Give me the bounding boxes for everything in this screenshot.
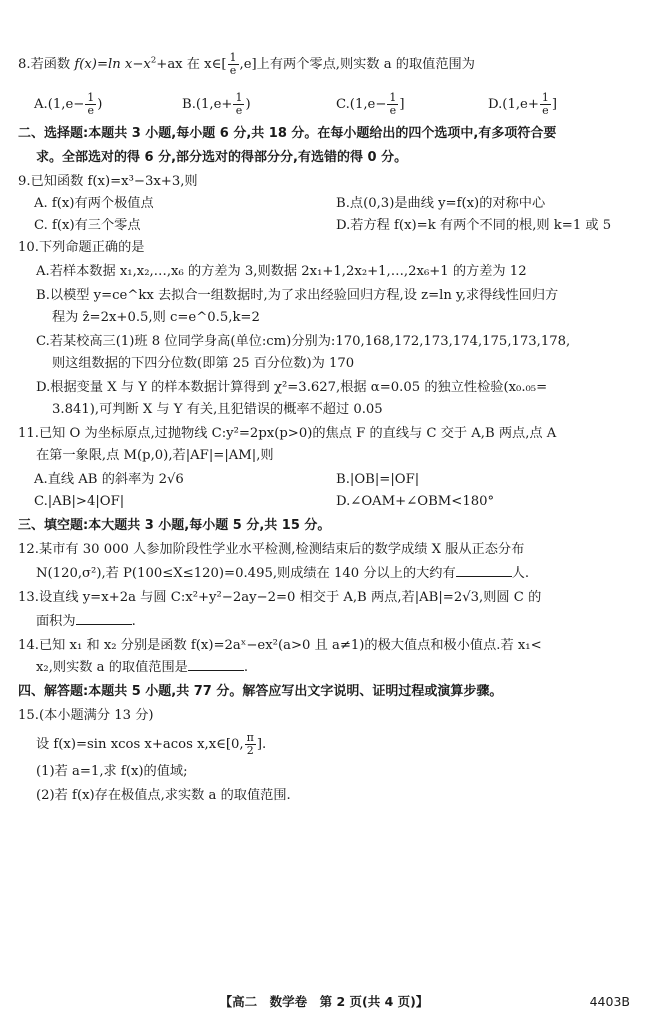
q11-option-a: A.直线 AB 的斜率为 2√6 bbox=[34, 472, 184, 487]
section-4-heading: 四、解答题:本题共 5 小题,共 77 分。解答应写出文字说明、证明过程或演算步骤。 bbox=[18, 684, 503, 699]
paper-code: 4403B bbox=[589, 994, 630, 1009]
q8-option-d: D.(1,e+ $\frac{1}{e}$ ] bbox=[488, 91, 558, 117]
q10-option-b-cont: 程为 ẑ=2x+0.5,则 c=e^0.5,k=2 bbox=[52, 310, 260, 325]
q12-stem: 12.某市有 30 000 人参加阶段性学业水平检测,检测结束后的数学成绩 X 服从正态分布 bbox=[18, 542, 525, 557]
q11-option-c: C.|AB|>4|OF| bbox=[34, 494, 125, 509]
section-3-heading: 三、填空题:本大题共 3 小题,每小题 5 分,共 15 分。 bbox=[18, 518, 331, 533]
q11-stem: 11.已知 O 为坐标原点,过抛物线 C:y²=2px(p>0)的焦点 F 的直线与 C 交于 A,B 两点,点 A bbox=[18, 426, 557, 441]
q10-option-d: D.根据变量 X 与 Y 的样本数据计算得到 χ²=3.627,根据 α=0.05 的独立性检验(x₀.₀₅= bbox=[36, 380, 548, 395]
q13-stem: 13.设直线 y=x+2a 与圆 C:x²+y²−2ay−2=0 相交于 A,B 两点,若|AB|=2√3,则圆 C 的 bbox=[18, 590, 542, 605]
q9-stem: 9.已知函数 f(x)=x³−3x+3,则 bbox=[18, 174, 198, 189]
q14-stem: 14.已知 x₁ 和 x₂ 分别是函数 f(x)=2aˣ−ex²(a>0 且 a≠1)的极大值点和极小值点.若 x₁< bbox=[18, 638, 542, 653]
q15-given: 设 f(x)=sin xcos x+acos x,x∈[0, $\frac{\pi}{2}$ ]. bbox=[36, 731, 267, 757]
page-footer: 【高二 数学卷 第 2 页(共 4 页)】 bbox=[219, 994, 429, 1009]
q13-stem-cont: 面积为 . bbox=[36, 614, 136, 629]
q11-option-d: D.∠OAM+∠OBM<180° bbox=[336, 494, 495, 509]
q8-stem-fx: f(x)=ln x−x bbox=[74, 57, 151, 72]
q8-stem-part: ,e]上有两个零点,则实数 a 的取值范围为 bbox=[239, 57, 475, 72]
q15-part-2: (2)若 f(x)存在极值点,求实数 a 的取值范围. bbox=[36, 788, 291, 803]
q12-answer-blank bbox=[456, 564, 512, 577]
q8-option-b: B.(1,e+ $\frac{1}{e}$ ) bbox=[182, 91, 251, 117]
q8-stem-part: 8.若函数 bbox=[18, 57, 75, 72]
section-2-heading-cont: 求。全部选对的得 6 分,部分选对的得部分分,有选错的得 0 分。 bbox=[36, 150, 408, 165]
q9-option-b: B.点(0,3)是曲线 y=f(x)的对称中心 bbox=[336, 196, 546, 211]
q10-stem: 10.下列命题正确的是 bbox=[18, 240, 145, 255]
q10-option-d-cont: 3.841),可判断 X 与 Y 有关,且犯错误的概率不超过 0.05 bbox=[52, 402, 383, 417]
q15-part-1: (1)若 a=1,求 f(x)的值域; bbox=[36, 764, 188, 779]
q8-stem-part: +ax 在 x∈[ bbox=[156, 57, 227, 72]
q13-answer-blank bbox=[76, 612, 132, 625]
q9-option-d: D.若方程 f(x)=k 有两个不同的根,则 k=1 或 5 bbox=[336, 218, 612, 233]
q15-fraction: $\frac{\pi}{2}$ bbox=[246, 731, 254, 757]
q8-option-a: A.(1,e− $\frac{1}{e}$ ) bbox=[34, 91, 103, 117]
q8-stem: 8.若函数 f(x)=ln $x-x^2+ax$ 在 x∈[ $\frac{1}{e}$ ,e]上有两个零点,则实数 a 的取值范围为 bbox=[18, 51, 475, 77]
q10-option-c: C.若某校高三(1)班 8 位同学身高(单位:cm)分别为:170,168,172,173,174,175,173,178, bbox=[36, 334, 571, 349]
q11-option-b: B.|OB|=|OF| bbox=[336, 472, 420, 487]
q8-fraction: $\frac{1}{e}$ bbox=[229, 51, 237, 77]
q9-option-a: A. f(x)有两个极值点 bbox=[34, 196, 154, 211]
q14-answer-blank bbox=[188, 658, 244, 671]
q11-stem-cont: 在第一象限,点 M(p,0),若|AF|=|AM|,则 bbox=[36, 448, 274, 463]
q8-option-c: C.(1,e− $\frac{1}{e}$ ] bbox=[336, 91, 405, 117]
q10-option-c-cont: 则这组数据的下四分位数(即第 25 百分位数)为 170 bbox=[52, 356, 355, 371]
q10-option-b: B.以模型 y=ce^kx 去拟合一组数据时,为了求出经验回归方程,设 z=ln y,求得线性回归方 bbox=[36, 288, 559, 303]
q12-stem-cont: N(120,σ²),若 P(100≤X≤120)=0.495,则成绩在 140 分以上的大约有 人. bbox=[36, 566, 530, 581]
q10-option-a: A.若样本数据 x₁,x₂,…,x₆ 的方差为 3,则数据 2x₁+1,2x₂+1,…,2x₆+1 的方差为 12 bbox=[36, 264, 527, 279]
q15-title: 15.(本小题满分 13 分) bbox=[18, 708, 154, 723]
q14-stem-cont: x₂,则实数 a 的取值范围是 . bbox=[36, 660, 249, 675]
q9-option-c: C. f(x)有三个零点 bbox=[34, 218, 141, 233]
section-2-heading: 二、选择题:本题共 3 小题,每小题 6 分,共 18 分。在每小题给出的四个选项中,有多项符合要 bbox=[18, 126, 557, 141]
